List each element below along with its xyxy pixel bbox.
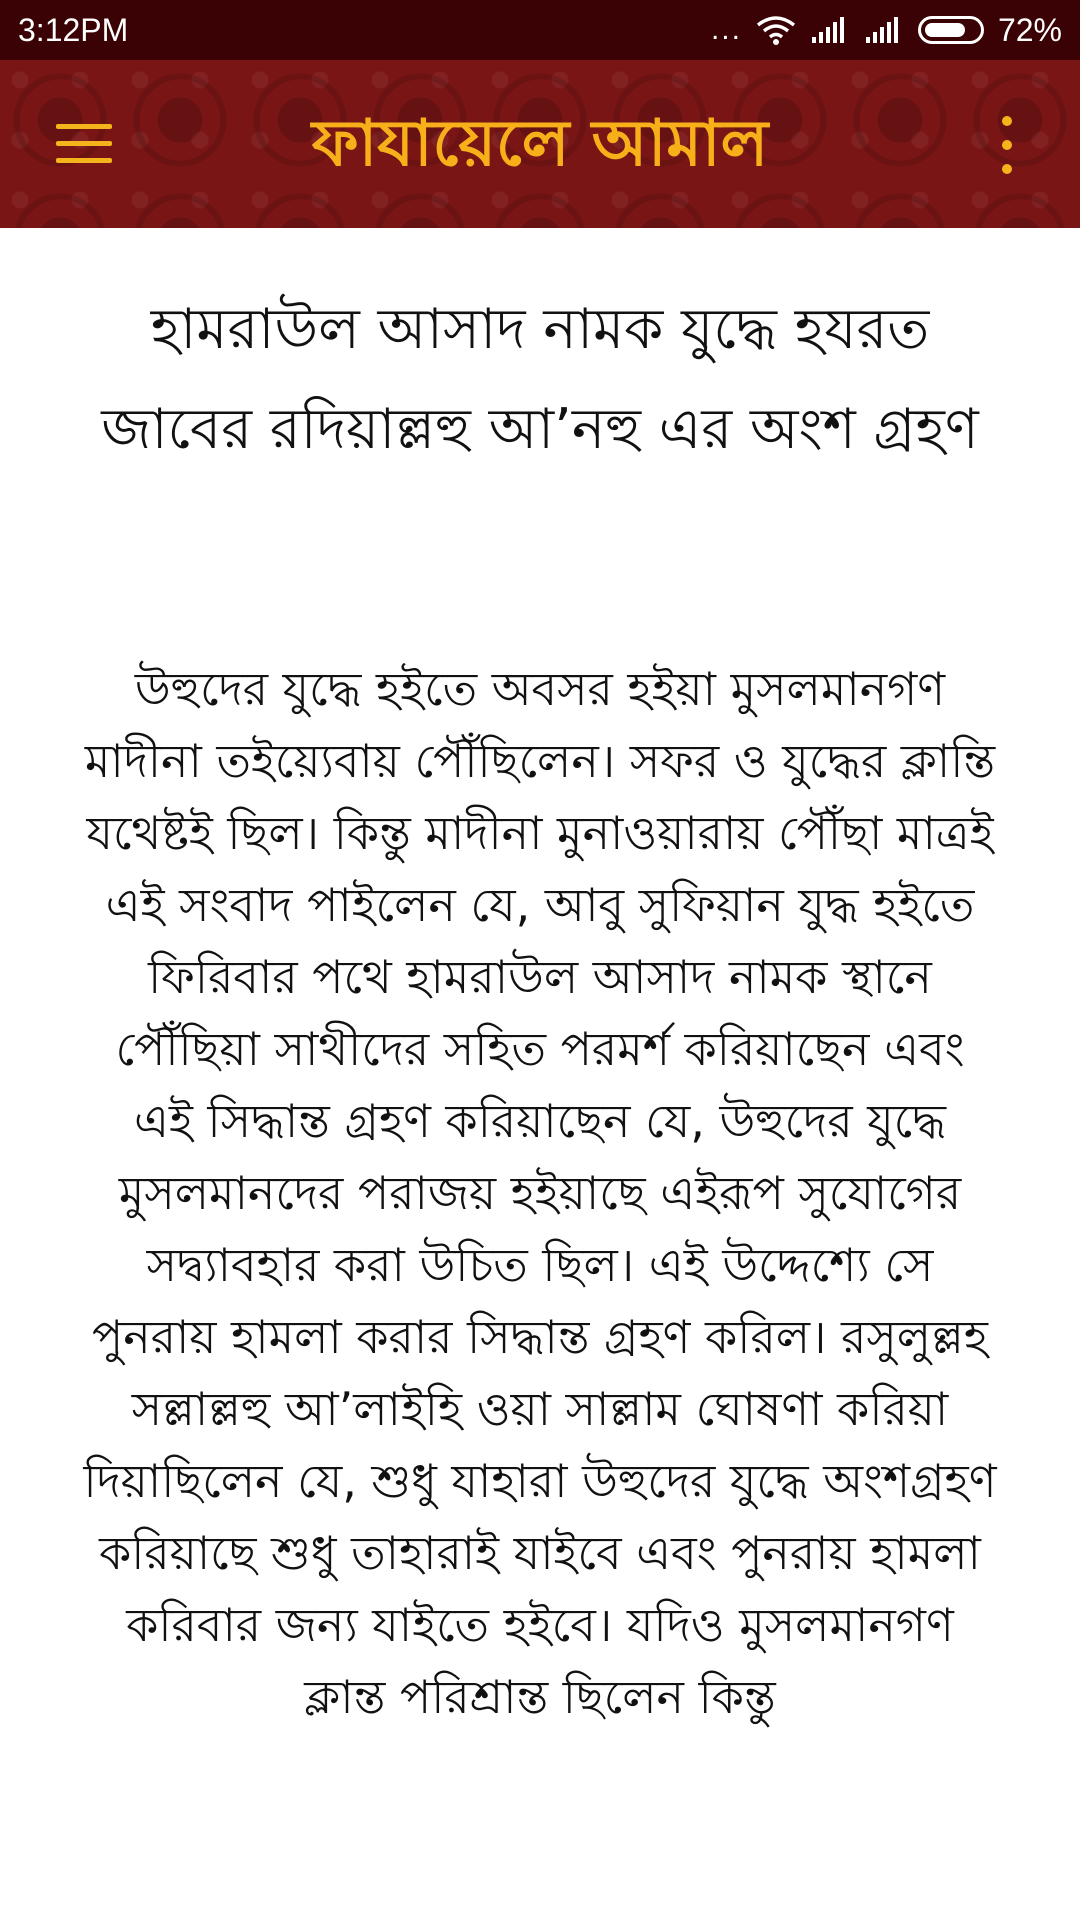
notification-dots-icon: ... <box>710 13 742 46</box>
signal-icon-2 <box>864 15 904 45</box>
battery-percent: 72% <box>997 11 1062 48</box>
signal-icon <box>810 15 850 45</box>
more-options-icon[interactable] <box>990 112 1024 178</box>
hamburger-menu-icon[interactable] <box>56 124 112 164</box>
article-content[interactable] <box>0 228 1080 1920</box>
article-body: উহুদের যুদ্ধে হইতে অবসর হইয়া মুসলমানগণ মাদীনা তইয়্যেবায় পৌঁছিলেন। সফর ও যুদ্ধের ক্লান্তি যথেষ্টই ছিল। কিন্তু মাদীনা মুনাওয়ারায় পৌঁছা মাত্রই এই সংবাদ পাইলেন যে, আবু সুফিয়ান যুদ্ধ হইতে ফিরিবার পথে হামরাউল আসাদ নামক স্থানে পৌঁছিয়া সাথীদের সহিত পরমর্শ করিয়াছেন এবং এই সিদ্ধান্ত গ্রহণ করিয়াছেন যে, উহুদের যুদ্ধে মুসলমানদের পরাজয় হইয়াছে এইরূপ সুযোগের সদ্ব্যাবহার করা উচিত ছিল। এই উদ্দেশ্যে সে পুনরায় হামলা করার সিদ্ধান্ত গ্রহণ করিল। রসুলুল্লহ সল্লাল্লহু আ’লাইহি ওয়া সাল্লাম ঘোষণা করিয়া দিয়াছিলেন যে, শুধু যাহারা উহুদের যুদ্ধে অংশগ্রহণ করিয়াছে শুধু তাহারাই যাইবে এবং পুনরায় হামলা করিবার জন্য যাইতে হইবে। যদিও মুসলমানগণ ক্লান্ত পরিশ্রান্ত ছিলেন কিন্তু <box>83 662 997 1724</box>
status-icons <box>711 10 1062 50</box>
app-title: ফাযায়েলে আমাল <box>311 107 769 181</box>
status-bar <box>0 0 1080 60</box>
status-time: 3:12PM <box>18 12 129 48</box>
app-bar <box>0 60 1080 228</box>
battery-icon <box>918 16 984 44</box>
article-title: হামরাউল আসাদ নামক যুদ্ধে হযরত জাবের রদিয়াল্লহু আ’নহু এর অংশ গ্রহণ <box>101 297 979 462</box>
wifi-icon <box>756 15 796 45</box>
